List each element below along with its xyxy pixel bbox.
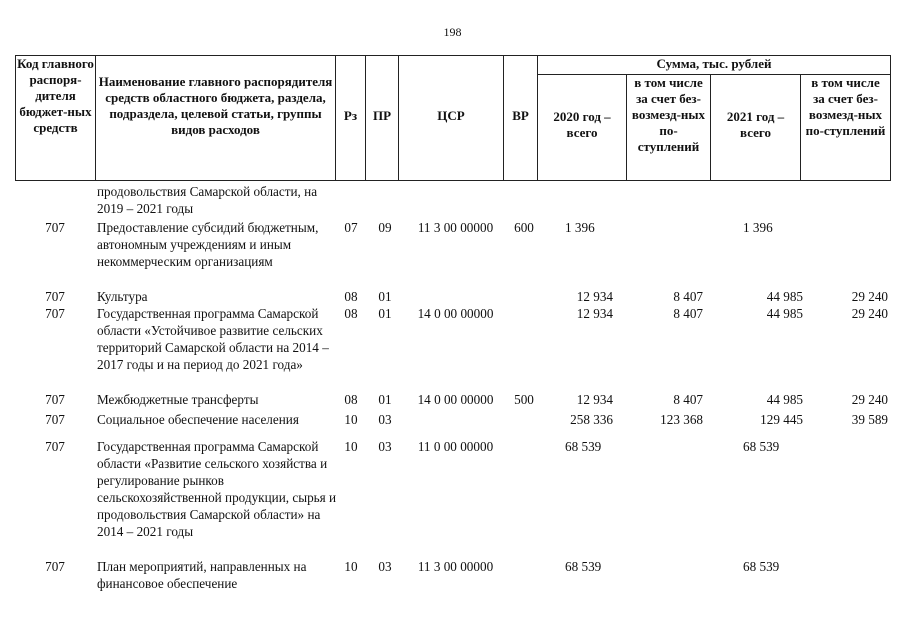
row-2021-free: 29 240	[851, 306, 888, 321]
row-code: 707	[45, 306, 65, 321]
row-code: 707	[45, 289, 65, 304]
row-name: Социальное обеспечение населения	[97, 412, 299, 427]
header-2021-total: 2021 год – всего	[711, 75, 801, 181]
header-2020-total: 2020 год – всего	[538, 75, 627, 181]
row-2021-free: 39 589	[851, 412, 888, 427]
row-name: продовольствия Самарской области, на 2019 – 2021 годы	[97, 184, 318, 216]
row-name: Межбюджетные трансферты	[97, 392, 259, 407]
row-vr: 500	[514, 392, 534, 407]
row-code: 707	[45, 439, 65, 454]
row-2021-total: 68 539	[743, 559, 780, 574]
row-rz: 10	[344, 559, 358, 574]
row-2020-free: 8 407	[673, 306, 703, 321]
row-pr: 01	[378, 306, 392, 321]
row-2020-free: 8 407	[673, 289, 703, 304]
row-pr: 03	[378, 559, 392, 574]
header-2020-free: в том числе за счет без-возмезд-ных по-ступлений	[627, 75, 711, 181]
row-rz: 08	[344, 392, 358, 407]
row-csr: 11 3 00 00000	[417, 559, 494, 574]
row-csr: 14 0 00 00000	[417, 392, 494, 407]
row-2020-total: 1 396	[565, 220, 595, 235]
row-csr: 14 0 00 00000	[417, 306, 494, 321]
row-name: Государственная программа Самарской области «Устойчивое развитие сельских территорий Самарской области на 2014 – 2017 годы и на период до 2021 года»	[97, 306, 329, 372]
row-2020-total: 68 539	[565, 439, 602, 454]
row-pr: 09	[378, 220, 392, 235]
header-csr: ЦСР	[399, 56, 504, 181]
row-vr: 600	[514, 220, 534, 235]
row-code: 707	[45, 392, 65, 407]
row-code: 707	[45, 412, 65, 427]
row-2020-total: 258 336	[570, 412, 613, 427]
row-2021-total: 44 985	[766, 306, 803, 321]
row-2020-free: 123 368	[660, 412, 703, 427]
row-2020-free: 8 407	[673, 392, 703, 407]
header-name: Наименование главного распорядителя средств областного бюджета, раздела, подраздела, целевой статьи, группы видов расходов	[96, 56, 336, 181]
header-sum: Сумма, тыс. рублей	[538, 56, 891, 75]
row-name: Государственная программа Самарской области «Развитие сельского хозяйства и регулирование рынков сельскохозяйственной продукции, сырья и продовольствия Самарской области» на 2014 – 2021 годы	[97, 439, 337, 539]
row-code: 707	[45, 559, 65, 574]
row-name: Культура	[97, 289, 148, 304]
row-2021-total: 44 985	[766, 392, 803, 407]
table-header	[15, 55, 891, 181]
row-rz: 08	[344, 289, 358, 304]
row-2021-free: 29 240	[851, 392, 888, 407]
header-rz: Рз	[336, 56, 366, 181]
row-name: Предоставление субсидий бюджетным, автономным учреждениям и иным некоммерческим организациям	[97, 220, 319, 269]
header-vr: ВР	[504, 56, 538, 181]
row-pr: 01	[378, 289, 392, 304]
row-2021-total: 68 539	[743, 439, 780, 454]
row-rz: 10	[344, 412, 358, 427]
row-csr: 11 0 00 00000	[417, 439, 494, 454]
row-csr: 11 3 00 00000	[417, 220, 494, 235]
row-2021-total: 129 445	[760, 412, 803, 427]
header-code: Код главного распоря-дителя бюджет-ных средств	[16, 56, 96, 181]
row-2021-free: 29 240	[851, 289, 888, 304]
row-2020-total: 12 934	[576, 306, 613, 321]
row-pr: 03	[378, 412, 392, 427]
row-rz: 08	[344, 306, 358, 321]
row-name: План мероприятий, направленных на финансовое обеспечение	[97, 559, 307, 591]
row-2021-total: 44 985	[766, 289, 803, 304]
row-2020-total: 68 539	[565, 559, 602, 574]
page-number: 198	[443, 25, 462, 39]
row-rz: 10	[344, 439, 358, 454]
row-pr: 01	[378, 392, 392, 407]
row-pr: 03	[378, 439, 392, 454]
header-2021-free: в том числе за счет без-возмезд-ных по-ступлений	[801, 75, 891, 181]
row-2020-total: 12 934	[576, 289, 613, 304]
row-code: 707	[45, 220, 65, 235]
row-2020-total: 12 934	[576, 392, 613, 407]
row-2021-total: 1 396	[743, 220, 773, 235]
row-rz: 07	[344, 220, 358, 235]
header-pr: ПР	[366, 56, 399, 181]
